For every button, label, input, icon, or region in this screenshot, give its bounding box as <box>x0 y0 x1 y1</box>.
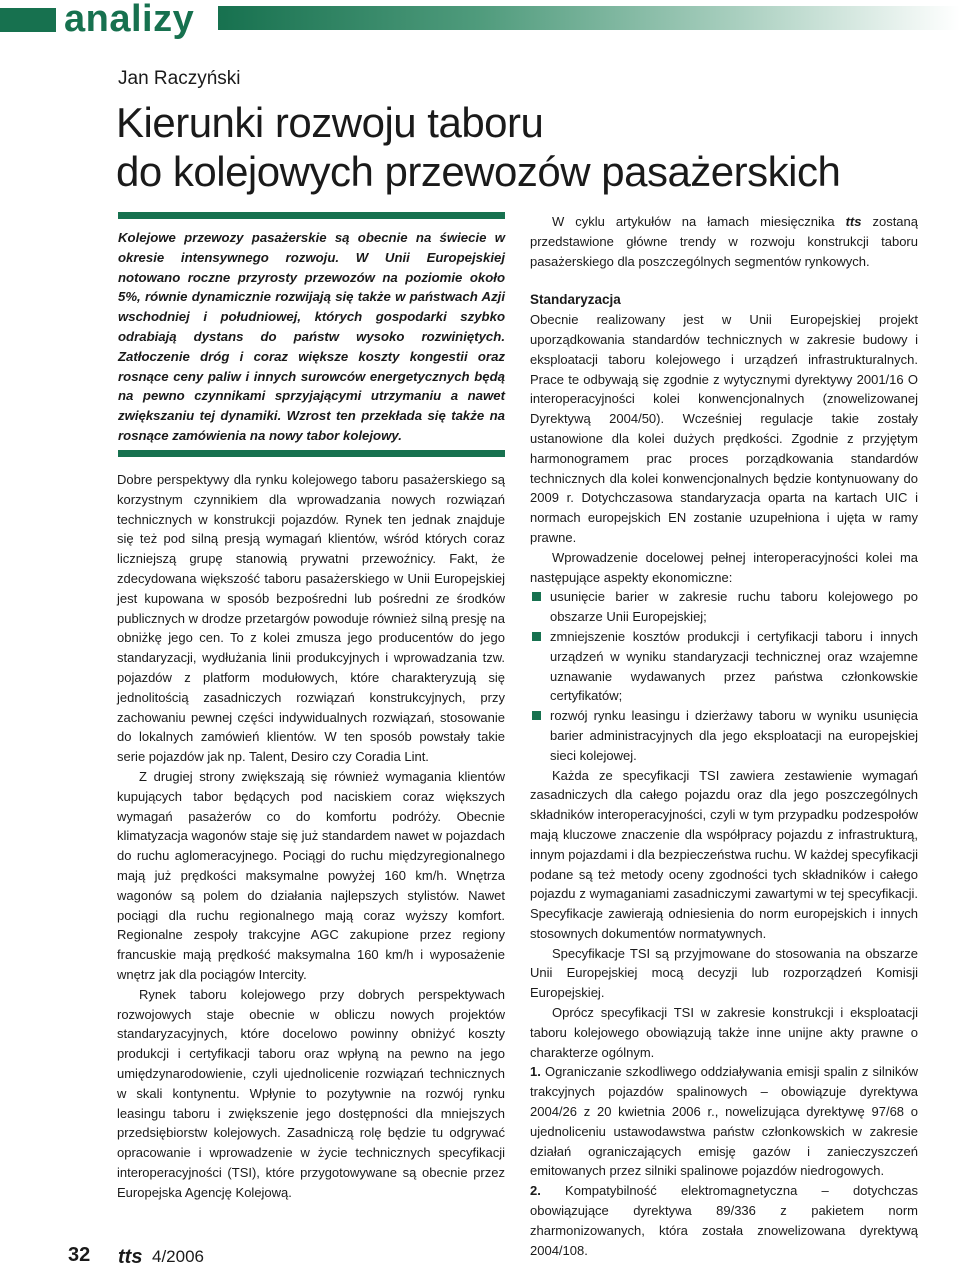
left-paragraph-1: Dobre perspektywy dla rynku kolejowego taboru pasażerskiego są korzystnym czynnikiem dla wprowadzania nowych rozwiązań technicznych w konstrukcji pojazdów. Rynek ten jednak znajduje się też pod silną presją wymagań klientów, wśród których coraz liczniejszą grupę stanowią prywatni przewoźnicy. Fakt, że zdecydowana większość taboru pasażerskiego w Unii Europejskiej jest kupowana w sposób bezpośredni lub pośredni ze środków publicznych w drodze przetargów powoduje również silną presję na obniżkę jego cen. To z kolei zmusza jego producentów do jego standaryzacji, wydłużania linii produkcyjnych i wprowadzania tzw. pojazdów z platform modułowych, które charakteryzują się jednolitością zasadniczych rozwiązań konstrukcyjnych, przy zachowaniu pewnej części indywidualnych rozwiązań, stosowanie do lokalnych zamówień klientów. W ten sposób powstały takie serie pojazdów jak np. Talent, Desiro czy Coradia Lint. <box>117 472 505 765</box>
list-item <box>530 587 918 627</box>
item-number: 2. <box>530 1183 541 1199</box>
bullet-square-icon <box>532 711 541 720</box>
title-line-1: Kierunki rozwoju taboru <box>116 99 544 146</box>
lead-rule-top <box>118 212 505 219</box>
bullet-square-icon <box>532 592 541 601</box>
aspects-list <box>530 587 918 765</box>
right-paragraph-3: Każda ze specyfikacji TSI zawiera zestawienie wymagań zasadniczych dla całego pojazdu oraz dla jego poszczególnych składników interoperacyjności, czyli w tym przypadku podzespołów mają kluczowe znaczenie dla współpracy pojazdu z infrastrukturą, innym pojazdami i dla bezpieczeństwa ruchu. W każdej specyfikacji podane są też metody oceny zgodności tych składników i całego pojazdu z wymaganiami zasadniczymi zawartymi w tej specyfikacji. Specyfikacje zawierają odniesienia do norm europejskich i innych stosownych dokumentów normatywnych. <box>530 767 919 941</box>
section-heading: Standaryzacja <box>530 292 621 308</box>
right-paragraph-5: Oprócz specyfikacji TSI w zakresie konstrukcji i eksploatacji taboru kolejowego obowiązują także inne unijne akty prawne o charakterze ogólnym. <box>530 1005 918 1060</box>
page-number: 32 <box>68 1244 91 1266</box>
right-paragraph-1: Obecnie realizowany jest w Unii Europejskiej projekt uporządkowania standardów technicznych w zakresie budowy i eksploatacji taboru kolejowego i urządzeń infrastrukturalnych. Prace te odbywają się zgodnie z wytycznymi dyrektywy 2001/16 O interoperacyjności kolei konwencjonalnych (znowelizowanej Dyrektywą 2004/50). Wcześniej regulacje takie zostały ustanowione dla kolei dużych prędkości. Zgodnie z przyjętym harmonogramem prac proces porządkowania standardów technicznych dla kolei konwencjonalnych będzie kontynuowany do 2009 r. Dotychczasowa standaryzacja oparta na kartach UIC i normach europejskich EN zostanie uzupełniona i ujęta w ramy prawne. <box>530 312 918 545</box>
list-item <box>530 706 918 765</box>
list-item-text: usunięcie barier w zakresie ruchu taboru kolejowego po obszarze Unii Europejskiej; <box>550 589 918 625</box>
author-name: Jan Raczyński <box>118 68 241 89</box>
header-square <box>0 8 56 32</box>
bullet-square-icon <box>532 632 541 641</box>
list-item <box>530 627 918 706</box>
title-line-2: do kolejowych przewozów pasażerskich <box>116 148 841 195</box>
left-paragraph-3: Rynek taboru kolejowego przy dobrych perspektywach rozwojowych staje obecnie w obliczu nowych projektów standaryzacyjnych, które docelowo powinny obniżyć koszty produkcji i certyfikacji taboru oraz wpłyną na pewno na jego umiędzynarodowienie, czyli ujednolicenie rozwiązań technicznych w skali kontynentu. Wpłynie to pozytywnie na rozwój rynku leasingu taboru i zwiększenie jego dostępności dla mniejszych przedsiębiorstw kolejowych. Zasadniczą rolę będzie tu odgrywać opracowanie i wprowadzenie w życie technicznych specyfikacji interoperacyjności (TSI), które przygotowywane są obecnie przez Europejska Agencję Kolejową. <box>117 986 505 1200</box>
lead-rule-bottom <box>118 450 505 457</box>
right-column <box>530 212 918 1260</box>
left-column <box>117 470 505 1202</box>
lead-paragraph: Kolejowe przewozy pasażerskie są obecnie na świecie w okresie intensywnego rozwoju. W Unii Europejskiej notowano roczne przyrosty przewozów na poziomie około 5%, równie dynamicznie rozwijają się także w państwach Azji wschodniej i południowej, których gospodarki szybko odrabiają dystans do państw wysoko rozwiniętych. Zatłoczenie dróg i coraz większe koszty kongestii oraz rosnące ceny paliw i innych surowców energetycznych będą na pewno czynnikami sprzyjającymi utrzymaniu a nawet zwiększaniu tej dynamiki. Wzrost ten przekłada się także na rosnące zamówienia na nowy tabor kolejowy. <box>118 230 505 443</box>
left-paragraph-2: Z drugiej strony zwiększają się również wymagania klientów kupujących tabor będących pod naciskiem coraz większych wymagań pasażerów co do komfortu podróży. Obecnie klimatyzacja wagonów staje się już standardem nawet w pojazdach do ruchu aglomeracyjnego. Pociągi do ruchu międzyregionalnego mają już prędkości maksymalne powyżej 160 km/h. Wnętrza wagonów są polem do działania najlepszych stylistów. Nawet pociągi dla ruchu regionalnego mają coraz wyższy komfort. Regionalne zespoły trakcyjne AGC zakupione przez regiony francuskie mają prędkość maksymalna 160 km/h i wyposażenie wnętrz jak dla pociągów Intercity. <box>117 768 505 982</box>
list-item-text: rozwój rynku leasingu i dzierżawy taboru w wyniku usunięcia barier administracyjnych dla jego eksploatacji na europejskiej sieci kolejowej. <box>550 708 918 763</box>
item-text: Ograniczanie szkodliwego oddziaływania emisji spalin z silników trakcyjnych pojazdów spalinowych – obowiązuje dyrektywa 2004/26 z 20 kwietnia 2006 r., nowelizująca dyrektywę 97/68 o ujednoliceniu ustawodawstwa państw członkowskich w zakresie działań ograniczających emisję gazów i zanieczyszczeń emitowanych przez silniki spalinowe pojazdów niedrogowych. <box>530 1064 918 1179</box>
numbered-item-2 <box>530 1181 918 1260</box>
list-item-text: zmniejszenie kosztów produkcji i certyfikacji taboru i innych urządzeń w wyniku standaryzacji technicznej oraz wzajemne uznawanie wydawanych przez państwa członkowskie certyfikatów; <box>550 628 918 704</box>
tts-logo: tts <box>118 1246 143 1268</box>
header-gradient-bar <box>218 6 960 30</box>
section-label: analizy <box>64 0 195 40</box>
item-number: 1. <box>530 1064 541 1080</box>
right-paragraph-4: Specyfikacje TSI są przyjmowane do stosowania na obszarze Unii Europejskiej mocą decyzji lub rozporządzeń Komisji Europejskiej. <box>530 945 918 1001</box>
tts-brand: tts <box>845 214 862 229</box>
section-header <box>0 0 960 40</box>
numbered-item-1 <box>530 1062 918 1181</box>
right-paragraph-2: Wprowadzenie docelowej pełnej interoperacyjności kolei ma następujące aspekty ekonomiczne: <box>530 549 918 585</box>
intro-text-before: W cyklu artykułów na łamach miesięcznika <box>552 214 846 229</box>
intro-paragraph <box>530 212 918 271</box>
article-title <box>116 98 946 196</box>
item-text: Kompatybilność elektromagnetyczna – dotychczas obowiązujące dyrektywa 89/336 z pakietem norm zharmonizowanych, która została znowelizowana dyrektywą 2004/108. <box>530 1183 918 1258</box>
intro-text-after: zostaną przedstawione główne trendy w rozwoju konstrukcji taboru pasażerskiego dla poszczególnych segmentów rynkowych. <box>530 214 918 269</box>
issue-number: 4/2006 <box>152 1247 204 1266</box>
